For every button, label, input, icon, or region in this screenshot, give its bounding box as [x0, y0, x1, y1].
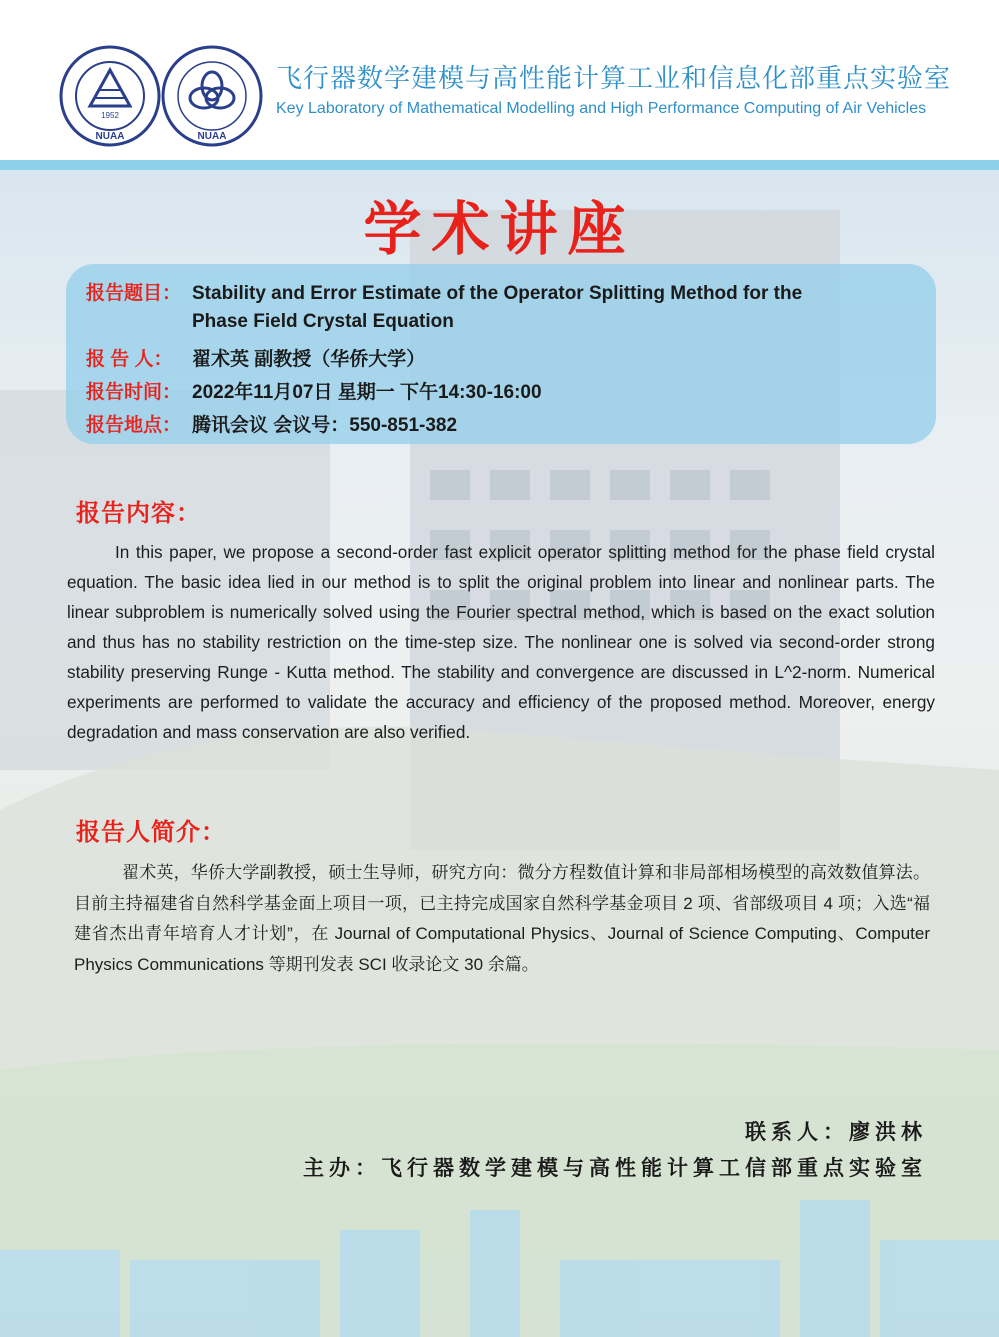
topic-label: 报告题目：: [86, 283, 182, 304]
logo1-year: 1952: [101, 111, 119, 120]
lab-logo: [160, 44, 264, 148]
info-topic: [86, 278, 802, 305]
lab-name-cn: 飞行器数学建模与高性能计算工业和信息化部重点实验室: [276, 63, 952, 93]
place-value: 腾讯会议 会议号：550-851-382: [192, 415, 458, 436]
time-value: 2022年11月07日 星期一 下午14:30-16:00: [192, 382, 542, 403]
host-organization: 主办：飞行器数学建模与高性能计算工信部重点实验室: [303, 1155, 927, 1180]
info-time: [86, 377, 542, 404]
contact-person: 联系人：廖洪林: [745, 1119, 927, 1144]
lab-name-en: Key Laboratory of Mathematical Modelling and High Performance Computing of Air Vehicles: [276, 100, 927, 117]
logo2-text: NUAA: [197, 131, 227, 142]
logo1-text: NUAA: [95, 131, 125, 142]
topic-line1: Stability and Error Estimate of the Operator Splitting Method for the: [192, 283, 803, 304]
place-label: 报告地点：: [86, 415, 182, 436]
bio-heading: 报告人简介：: [76, 819, 226, 846]
info-topic-cont: [86, 311, 454, 333]
time-label: 报告时间：: [86, 382, 182, 403]
header-divider: [0, 160, 999, 170]
page-title: 学术讲座: [363, 197, 636, 262]
nuaa-logo: [58, 44, 162, 148]
speaker-value: 翟术英 副教授（华侨大学）: [192, 349, 426, 370]
bio-text: 翟术英，华侨大学副教授，硕士生导师，研究方向：微分方程数值计算和非局部相场模型的高效数值算法。目前主持福建省自然科学基金面上项目一项，已主持完成国家自然科学基金项目 2 项、省部级项目 4 项；入选“福建省杰出青年培育人才计划”，在 Journal of Computational Physics、Journal of Science Computing、Computer Physics Communications 等期刊发表 SCI 收录论文 30 余篇。: [74, 863, 930, 974]
speaker-label: 报 告 人：: [86, 349, 173, 370]
info-speaker: [86, 344, 425, 371]
content-heading: 报告内容：: [76, 500, 201, 527]
header: [0, 0, 999, 160]
info-place: [86, 410, 457, 437]
abstract-text: In this paper, we propose a second-order fast explicit operator splitting method for the phase field crystal equation. The basic idea lied in our method is to split the original problem into linear and nonlinear parts. The linear subproblem is numerically solved using the Fourier spectral method, which is based on the exact solution and thus has no stability restriction on the time-step size. The nonlinear one is solved via second-order strong stability preserving Runge - Kutta method. The stability and convergence are discussed in L^2-norm. Numerical experiments are performed to validate the accuracy and efficiency of the proposed method. Moreover, energy degradation and mass conservation are also verified.: [67, 542, 935, 742]
topic-line2: Phase Field Crystal Equation: [192, 311, 454, 332]
